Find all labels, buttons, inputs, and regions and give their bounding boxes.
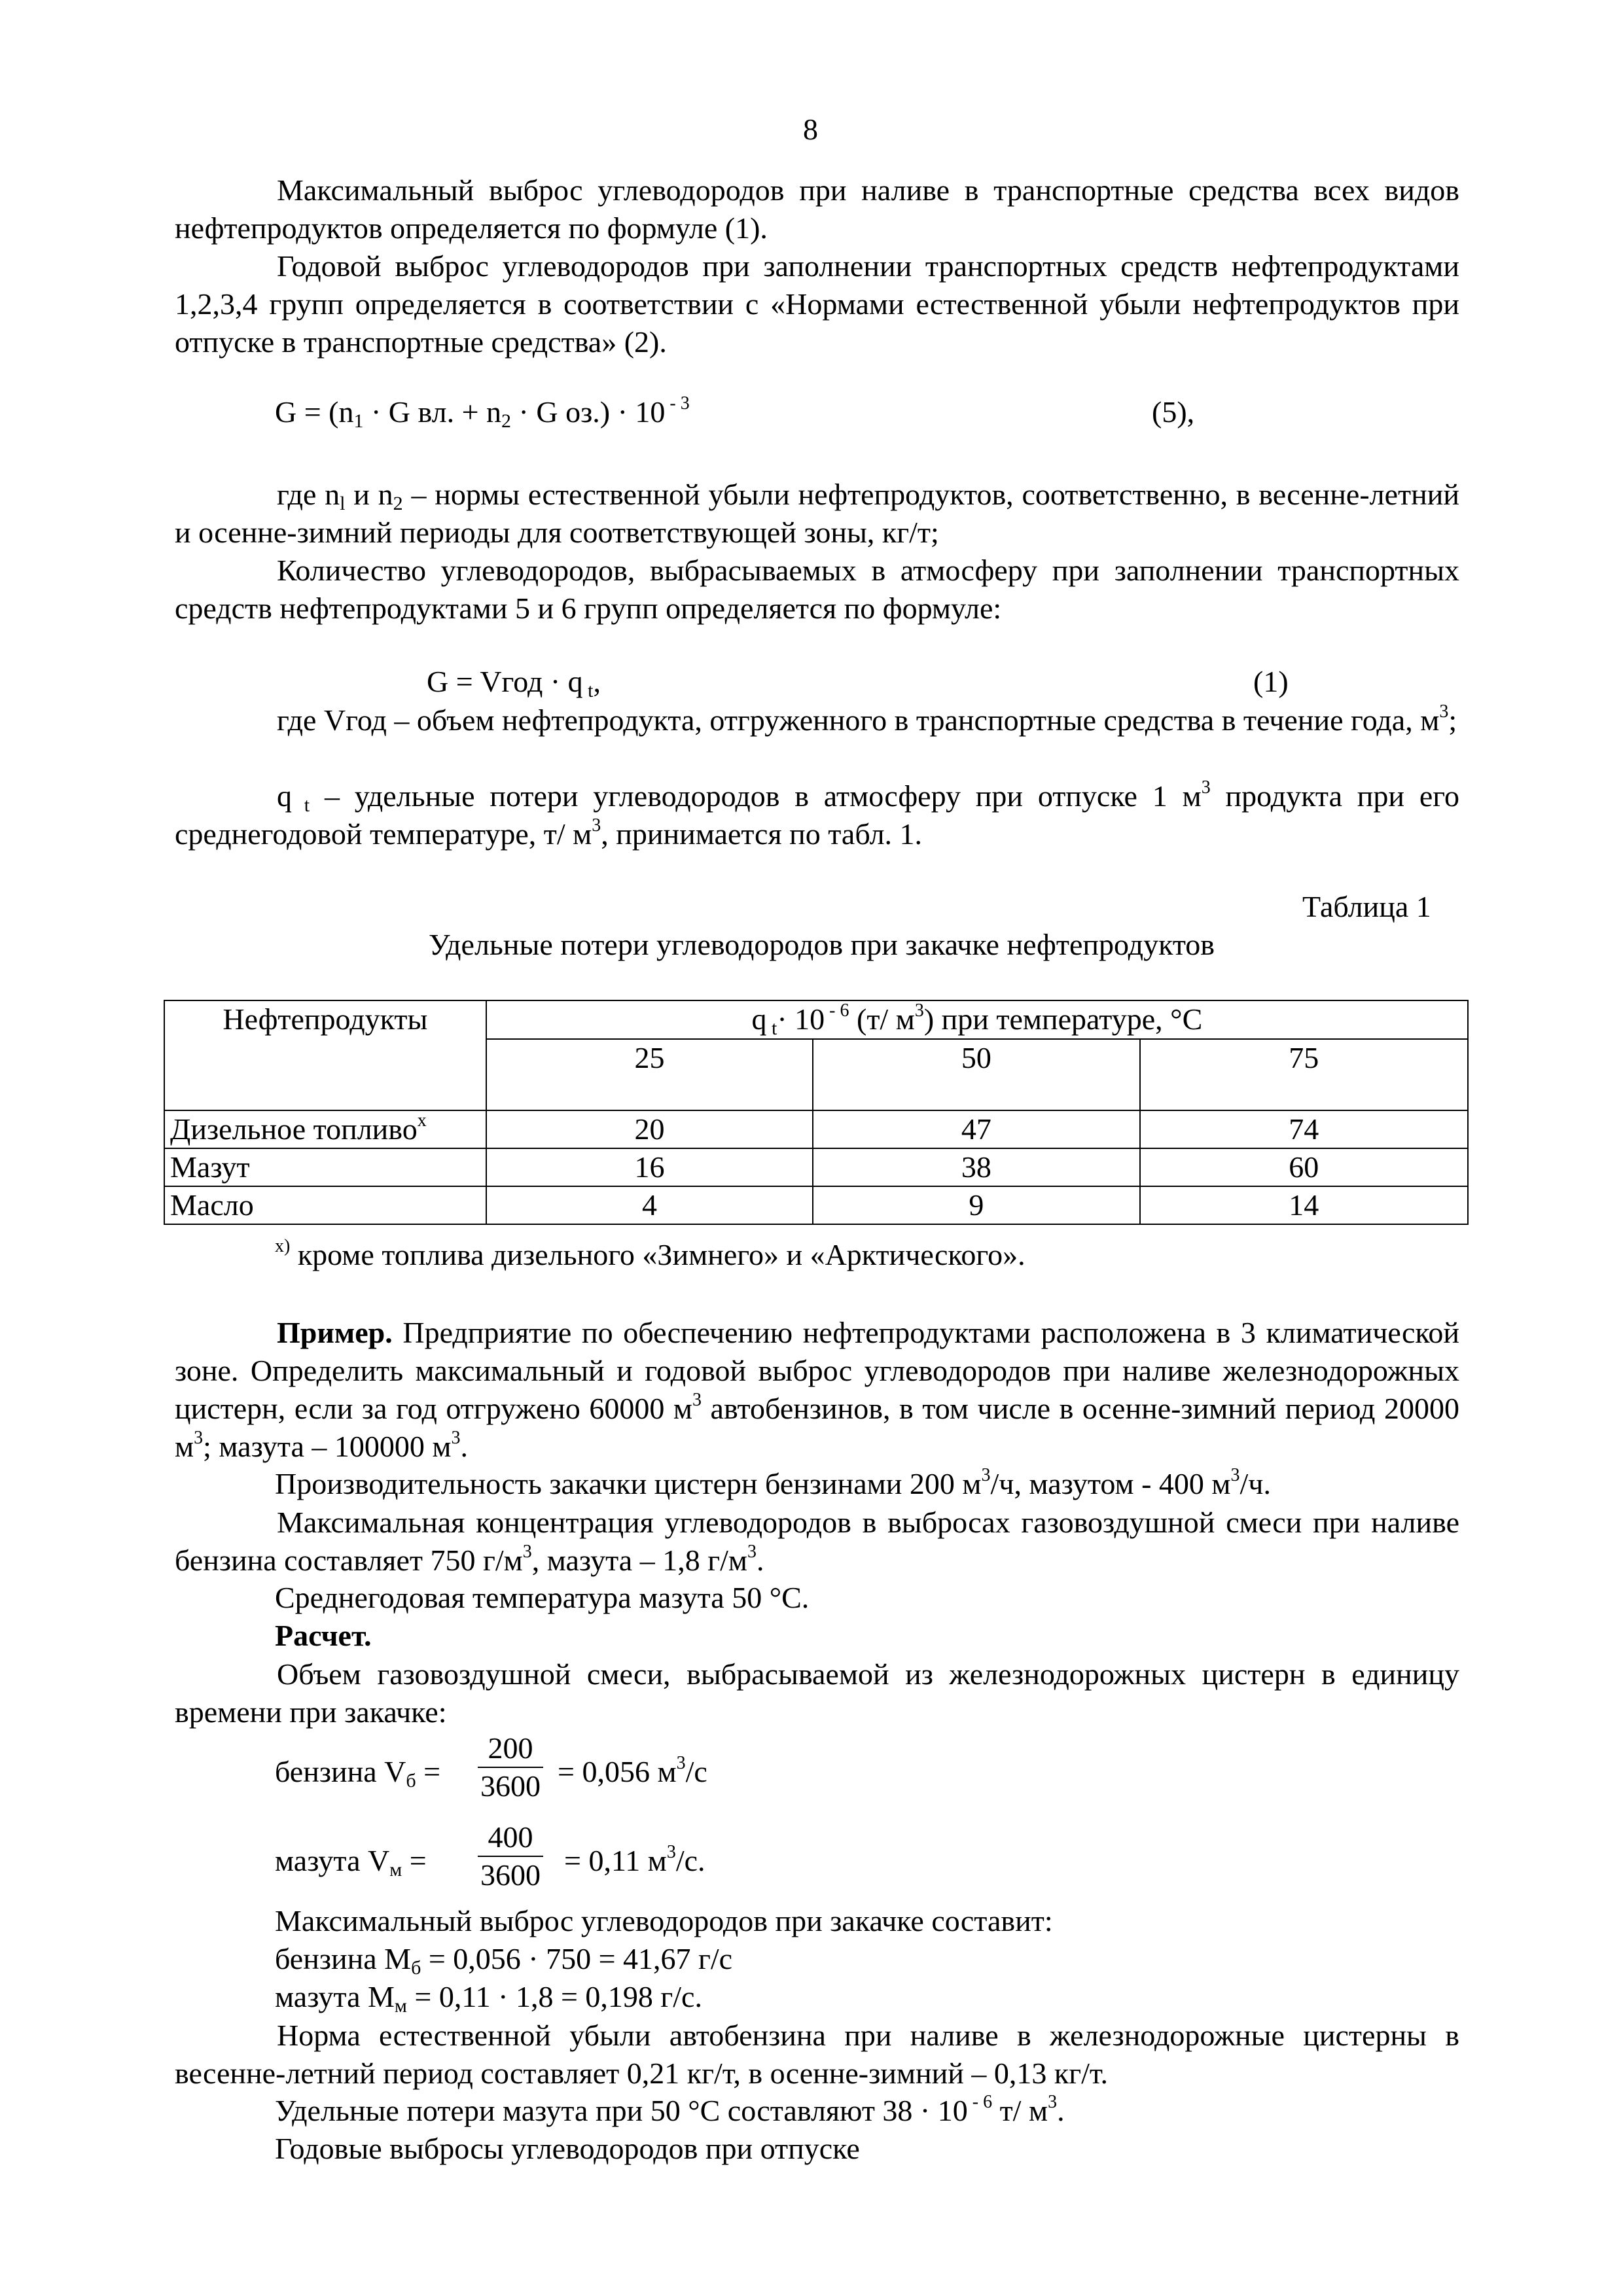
fraction-v-benzine: $\frac{200}{3600}$: [478, 1730, 543, 1805]
paragraph-avg-temp: Среднегодовая температура мазута 50 °С.: [275, 1581, 810, 1614]
fraction-v-mazut: $\frac{400}{3600}$: [478, 1819, 543, 1894]
table-row: [164, 1110, 1468, 1148]
row-name: Дизельное топливо$^х$: [164, 1110, 486, 1148]
cell-value: 60: [1140, 1148, 1468, 1186]
header-temp-50: 50: [813, 1039, 1139, 1110]
result-v-mazut: = 0,11 $м^3/с$.: [564, 1842, 705, 1877]
formula-m-benzine: бензина $М_б = 0,056 \cdot 750 = 41,67$ г/с: [275, 1942, 733, 1979]
paragraph-norm: Норма естественной убыли автобензина при наливе в железнодорожные цистерны в весенне-летний период составляет 0,21 кг/т, в осенне-зимний – 0,13 кг/т.: [175, 2019, 1459, 2090]
cell-value: 4: [486, 1186, 813, 1224]
paragraph-where-n: где $n_l$ и $n_2$ – нормы естественной убыли нефтепродуктов, соответственно, в весенне-летний и осенне-зимний периоды для соответствующей зоны, кг/т;: [175, 478, 1459, 549]
paragraph-concentration: Максимальная концентрация углеводородов в выбросах газовоздушной смеси при наливе бензина составляет 750 $г/м^3$, мазута – 1,8 $г/м^3$.: [175, 1506, 1459, 1577]
cell-value: 20: [486, 1110, 813, 1148]
cell-value: 16: [486, 1148, 813, 1186]
cell-value: 9: [813, 1186, 1139, 1224]
cell-value: 38: [813, 1148, 1139, 1186]
row-name: Мазут: [164, 1148, 486, 1186]
losses-table: [164, 1000, 1469, 1225]
formula-1-number: (1): [1253, 665, 1289, 698]
cell-value: 47: [813, 1110, 1139, 1148]
paragraph-losses-mazut: Удельные потери мазута при 50 °С составляют 38 · 10 $^{- 6}$ т/ $м^3$.: [275, 2092, 1065, 2127]
header-product: Нефтепродукты: [164, 1000, 486, 1110]
paragraph-annual: Годовые выбросы углеводородов при отпуске: [275, 2132, 860, 2165]
paragraph-productivity: Производительность закачки цистерн бензинами 200 $м^3/ч$, мазутом - 400 $м^3/ч$.: [275, 1465, 1271, 1500]
table-row: [164, 1186, 1468, 1224]
table-row: [164, 1148, 1468, 1186]
formula-5: $G = (n_1 \cdot G$ вл. + $n_2 \cdot G$ оз.) · 10 $^{- 3}$: [275, 393, 690, 432]
cell-value: 14: [1140, 1186, 1468, 1224]
calc-heading: Расчет.: [275, 1619, 372, 1652]
formula-v-mazut: мазута $V_м$ =: [275, 1844, 427, 1881]
cell-value: 74: [1140, 1110, 1468, 1148]
formula-1: G = Vгод · q $_t$,: [427, 665, 601, 701]
header-temp-75: 75: [1140, 1039, 1468, 1110]
page-number: 8: [803, 113, 818, 146]
paragraph-volume: Объем газовоздушной смеси, выбрасываемой из железнодорожных цистерн в единицу времени при закачке:: [175, 1657, 1459, 1729]
formula-v-benzine: бензина $V_б$ =: [275, 1755, 441, 1792]
table-footnote: $^{х)}$ кроме топлива дизельного «Зимнего» и «Арктического».: [275, 1236, 1026, 1271]
paragraph-groups-5-6: Количество углеводородов, выбрасываемых в атмосферу при заполнении транспортных средств нефтепродуктами 5 и 6 групп определяется по формуле:: [175, 554, 1459, 625]
paragraph-annual-emission: Годовой выброс углеводородов при заполнении транспортных средств нефтепродуктами 1,2,3,4 групп определяется в соответствии с «Нормами естественной убыли нефтепродуктов при отпуске в транспортные средства» (2).: [175, 249, 1459, 359]
paragraph-where-vgod: где Vгод – объем нефтепродукта, отгруженного в транспортные средства в течение года, $м^3$;: [277, 701, 1457, 737]
row-name: Масло: [164, 1186, 486, 1224]
formula-m-mazut: мазута $М_м = 0,11 \cdot 1,8 = 0,198$ г/с.: [275, 1980, 702, 2017]
paragraph-max-emission-calc: Максимальный выброс углеводородов при закачке составит:: [275, 1904, 1053, 1937]
paragraph-example: Пример. Предприятие по обеспечению нефтепродуктами расположена в 3 климатической зоне. Определить максимальный и годовой выброс углеводородов при наливе железнодорожных цистерн, если за год отгружено 60000 $м^3$ автобензинов, в том числе в осенне-зимний период 20000 $м^3$; мазута – 100000 $м^3$.: [175, 1316, 1459, 1463]
table-caption: Удельные потери углеводородов при закачке нефтепродуктов: [429, 928, 1215, 961]
table-label: Таблица 1: [1302, 890, 1431, 923]
result-v-benzine: = 0,056 $м^3/с$: [558, 1753, 707, 1788]
header-temp-25: 25: [486, 1039, 813, 1110]
header-qt: q $_t$· 10 $^{- 6}$ (т/ $м^3$) при температуре, °С: [486, 1000, 1468, 1039]
paragraph-max-emission: Максимальный выброс углеводородов при наливе в транспортные средства всех видов нефтепродуктов определяется по формуле (1).: [175, 173, 1459, 245]
paragraph-qt-definition: q $_t$ – удельные потери углеводородов в атмосферу при отпуске 1 $м^3$ продукта при его среднегодовой температуре, т/ $м^3$, принимается по табл. 1.: [175, 777, 1459, 851]
formula-5-number: (5),: [1152, 395, 1195, 429]
